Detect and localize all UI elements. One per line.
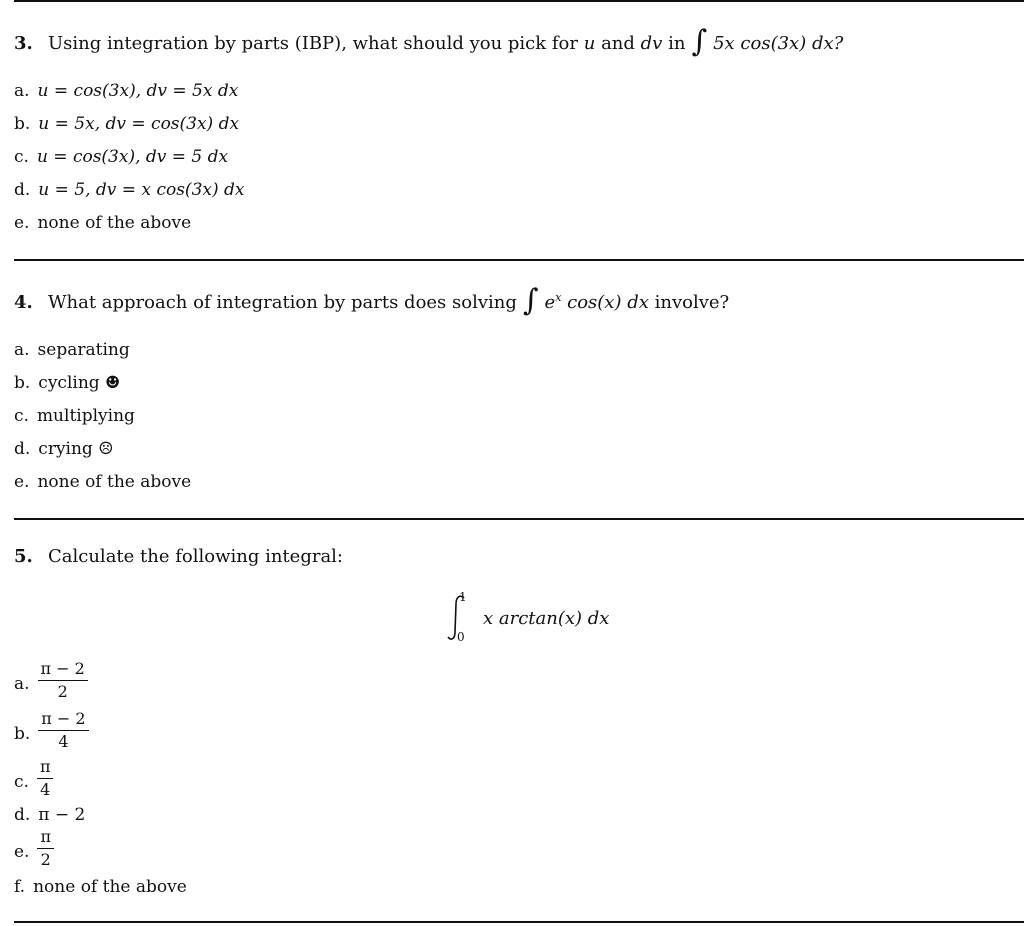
question-number: 3.: [14, 32, 33, 54]
option-letter: c.: [14, 771, 29, 792]
option-text: none of the above: [37, 472, 192, 492]
option-letter: d.: [14, 180, 31, 200]
bottom-divider: [14, 921, 1024, 923]
question-number: 4.: [14, 291, 33, 313]
option-fraction: [37, 758, 54, 800]
q4-option-c[interactable]: [14, 406, 135, 426]
q4-option-e[interactable]: [14, 472, 191, 492]
numerator: π: [37, 828, 54, 849]
integral-symbol: ∫: [691, 24, 708, 59]
definite-integral: [445, 590, 610, 644]
numerator: π: [37, 758, 54, 779]
option-fraction: [38, 710, 88, 752]
option-letter: e.: [14, 841, 30, 862]
denominator: 4: [40, 780, 51, 800]
question-text: Using integration by parts (IBP), what should you pick for: [48, 32, 578, 54]
question-number: 5.: [14, 545, 33, 567]
integrand: $e^x$ cos(x) dx: [544, 291, 649, 313]
and-word: and: [601, 32, 635, 54]
option-letter: c.: [14, 406, 29, 426]
q5-option-c[interactable]: [14, 758, 53, 800]
lower-limit: 0: [457, 630, 465, 644]
q5-option-d[interactable]: [14, 805, 85, 825]
integrand: 5x cos(3x) dx?: [713, 32, 844, 54]
option-letter: d.: [14, 439, 31, 459]
question-4: [14, 283, 1024, 318]
q4-option-a[interactable]: [14, 340, 130, 360]
integral-symbol: [445, 590, 469, 644]
q3-option-b[interactable]: [14, 114, 239, 134]
option-fraction: [38, 660, 88, 702]
top-divider: [14, 0, 1024, 2]
question-tail: involve?: [654, 291, 730, 313]
dv-variable: dv: [640, 32, 663, 54]
q4-option-d[interactable]: [14, 439, 113, 459]
option-text: u = 5, dv = x cos(3x) dx: [38, 180, 245, 200]
q5-option-b[interactable]: [14, 710, 89, 752]
q3-option-e[interactable]: [14, 213, 191, 233]
q5-option-a[interactable]: [14, 660, 88, 702]
option-letter: b.: [14, 114, 31, 134]
option-letter: e.: [14, 213, 30, 233]
q4-option-b[interactable]: [14, 373, 120, 393]
numerator: π − 2: [38, 660, 88, 681]
option-text: π − 2: [38, 805, 86, 825]
option-text: crying ☹: [38, 439, 114, 459]
option-letter: a.: [14, 340, 30, 360]
denominator: 4: [58, 732, 69, 752]
option-fraction: [37, 828, 54, 870]
divider-q3-q4: [14, 259, 1024, 261]
integral-symbol: ∫: [522, 283, 539, 318]
q3-option-d[interactable]: [14, 180, 244, 200]
in-word: in: [668, 32, 686, 54]
question-text: What approach of integration by parts does solving: [48, 291, 517, 313]
option-text: separating: [37, 340, 130, 360]
option-text: cycling ☻: [38, 373, 121, 393]
divider-q4-q5: [14, 518, 1024, 520]
option-letter: c.: [14, 147, 29, 167]
option-letter: a.: [14, 81, 30, 101]
option-letter: a.: [14, 673, 30, 694]
integrand: x arctan(x) dx: [483, 607, 610, 629]
u-variable: u: [583, 32, 596, 54]
option-letter: e.: [14, 472, 30, 492]
option-text: u = 5x, dv = cos(3x) dx: [38, 114, 240, 134]
option-text: u = cos(3x), dv = 5 dx: [36, 147, 229, 167]
option-text: multiplying: [36, 406, 135, 426]
numerator: π − 2: [38, 710, 88, 731]
option-letter: b.: [14, 373, 31, 393]
q3-option-a[interactable]: [14, 81, 238, 101]
upper-limit: 1: [459, 590, 467, 604]
option-text: none of the above: [37, 213, 192, 233]
option-letter: b.: [14, 723, 31, 744]
option-letter: f.: [14, 877, 26, 897]
q5-option-e[interactable]: [14, 828, 54, 870]
option-text: u = cos(3x), dv = 5x dx: [37, 81, 239, 101]
q5-option-f[interactable]: [14, 877, 187, 897]
question-text: Calculate the following integral:: [48, 545, 343, 567]
option-text: none of the above: [33, 877, 187, 897]
question-3: [14, 24, 1024, 59]
q3-option-c[interactable]: [14, 147, 228, 167]
option-letter: d.: [14, 805, 31, 825]
denominator: 2: [57, 682, 68, 702]
denominator: 2: [40, 850, 51, 870]
question-5: [14, 543, 1024, 569]
